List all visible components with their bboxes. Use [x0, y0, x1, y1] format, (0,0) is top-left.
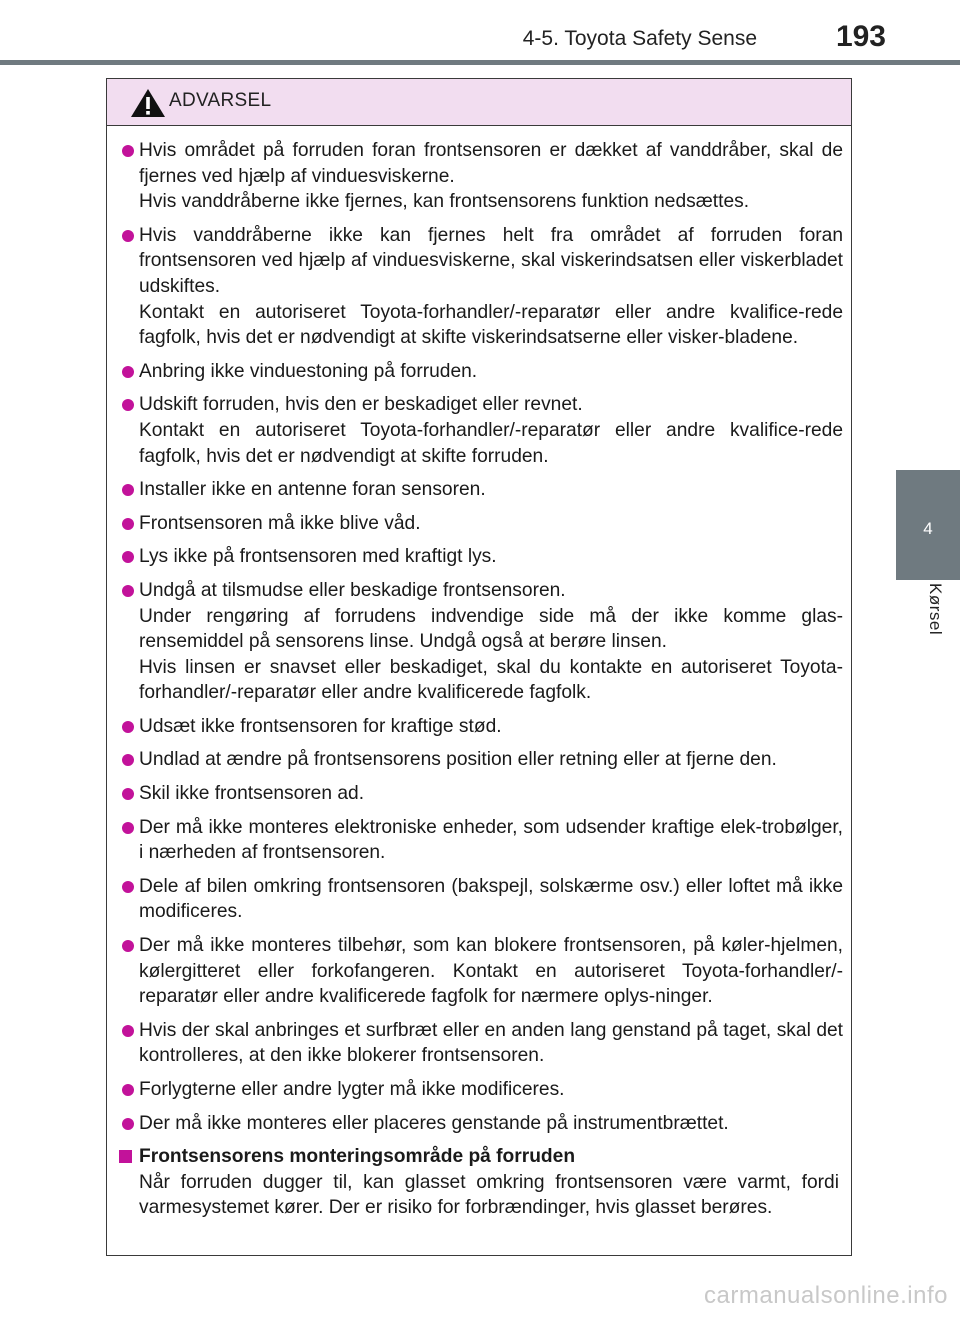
item-paragraph: Hvis der skal anbringes et surfbræt eller en anden lang genstand på taget, skal det kontrolleres, at den ikke blokerer frontsensoren. — [139, 1019, 843, 1067]
subsection-title-text: Frontsensorens monteringsområde på forruden — [139, 1146, 576, 1168]
item-paragraph: Kontakt en autoriseret Toyota-forhandler/-reparatør eller andre kvalifice-rede fagfolk, hvis det er nødvendigt at skifte forruden. — [139, 419, 843, 467]
warning-list-item — [121, 138, 843, 215]
warning-list-item — [121, 544, 843, 570]
chapter-number: 4 — [923, 519, 933, 538]
item-paragraph: Der må ikke monteres eller placeres genstande på instrumentbrættet. — [139, 1112, 729, 1134]
circle-bullet-icon — [122, 1084, 134, 1096]
circle-bullet-icon — [122, 518, 134, 530]
item-paragraph: Lys ikke på frontsensoren med kraftigt lys. — [139, 546, 497, 568]
warning-list-item — [121, 223, 843, 351]
item-paragraph: Hvis området på forruden foran frontsensoren er dækket af vanddråber, skal de fjernes ved hjælp af vinduesviskerne. — [139, 140, 843, 187]
warning-list-item — [121, 747, 843, 773]
item-paragraph: Hvis linsen er snavset eller beskadiget, skal du kontakte en autoriseret Toyota-forhandler/-reparatør eller andre kvalificerede fagfolk. — [139, 656, 843, 704]
item-paragraph: Kontakt en autoriseret Toyota-forhandler/-reparatør eller andre kvalifice-rede fagfolk, hvis det er nødvendigt at skifte viskerindsatserne eller visker-bladene. — [139, 301, 843, 349]
warning-list-item — [121, 781, 843, 807]
subsection-title — [121, 1144, 843, 1170]
warning-list-item — [121, 578, 843, 706]
circle-bullet-icon — [122, 145, 134, 157]
warning-title: ADVARSEL — [169, 90, 272, 111]
watermark: carmanualsonline.info — [704, 1282, 948, 1309]
circle-bullet-icon — [122, 484, 134, 496]
item-paragraph: Forlygterne eller andre lygter må ikke modificeres. — [139, 1079, 565, 1100]
item-paragraph: Frontsensoren må ikke blive våd. — [139, 512, 421, 534]
circle-bullet-icon — [122, 230, 134, 242]
circle-bullet-icon — [122, 1118, 134, 1130]
circle-bullet-icon — [122, 1025, 134, 1037]
warning-list-item — [121, 714, 843, 740]
warning-list-item — [121, 359, 843, 385]
warning-box — [106, 78, 852, 1256]
square-bullet-icon — [119, 1150, 132, 1163]
warning-list-item — [121, 392, 843, 469]
circle-bullet-icon — [122, 366, 134, 378]
subsection-paragraph: Når forruden dugger til, kan glasset omkring frontsensoren være varmt, fordi varmesystemet kører. Der er risiko for forbrændinger, hvis glasset berøres. — [139, 1171, 839, 1219]
circle-bullet-icon — [122, 754, 134, 766]
item-paragraph: Udskift forruden, hvis den er beskadiget eller revnet. — [139, 394, 583, 416]
warning-list-item — [121, 933, 843, 1010]
subsection-text — [121, 1170, 843, 1221]
warning-list-item — [121, 511, 843, 537]
item-paragraph: Undlad at ændre på frontsensorens position eller retning eller at fjerne den. — [139, 749, 777, 771]
subsection — [121, 1144, 843, 1221]
chapter-label: Kørsel — [926, 583, 945, 636]
warning-list-item — [121, 477, 843, 503]
item-paragraph: Dele af bilen omkring frontsensoren (bakspejl, solskærme osv.) eller loftet må ikke modificeres. — [139, 875, 843, 923]
circle-bullet-icon — [122, 940, 134, 952]
warning-list-item — [121, 1077, 843, 1103]
item-paragraph: Under rengøring af forrudens indvendige side må der ikke komme glas-rensemiddel på sensorens linse. Undgå også at berøre linsen. — [139, 605, 843, 653]
circle-bullet-icon — [122, 721, 134, 733]
item-paragraph: Hvis vanddråberne ikke kan fjernes helt fra området af forruden foran frontsensoren ved hjælp af vinduesviskerne, skal viskerindsatsen eller viskerbladet udskiftes. — [139, 224, 843, 297]
item-paragraph: Udsæt ikke frontsensoren for kraftige stød. — [139, 715, 502, 737]
circle-bullet-icon — [122, 551, 134, 563]
circle-bullet-icon — [122, 822, 134, 834]
warning-list-item — [121, 1018, 843, 1069]
header-rule — [0, 60, 960, 65]
circle-bullet-icon — [122, 399, 134, 411]
item-paragraph: Anbring ikke vinduestoning på forruden. — [139, 360, 478, 382]
item-paragraph: Installer ikke en antenne foran sensoren. — [139, 479, 486, 501]
warning-list-item — [121, 815, 843, 866]
circle-bullet-icon — [122, 881, 134, 893]
item-paragraph: Skil ikke frontsensoren ad. — [139, 783, 365, 805]
circle-bullet-icon — [122, 585, 134, 597]
page-header — [0, 0, 960, 64]
page-number: 193 — [835, 20, 886, 53]
warning-list-item — [121, 874, 843, 925]
item-paragraph: Hvis vanddråberne ikke fjernes, kan frontsensorens funktion nedsættes. — [139, 191, 750, 213]
chapter-tab[interactable] — [896, 470, 960, 580]
warning-triangle-icon — [130, 88, 166, 118]
item-paragraph: Der må ikke monteres elektroniske enheder, som udsender kraftige elek-trobølger, i nærheden af frontsensoren. — [139, 816, 843, 864]
warning-header — [107, 79, 851, 126]
warning-list-item — [121, 1111, 843, 1137]
section-title: 4-5. Toyota Safety Sense — [522, 27, 757, 50]
item-paragraph: Der må ikke monteres tilbehør, som kan blokere frontsensoren, på køler-hjelmen, kølergitteret eller forkofangeren. Kontakt en autoriseret Toyota-forhandler/-reparatør eller andre kvalificerede fagfolk for nærmere oplys-ninger. — [139, 935, 843, 1008]
item-paragraph: Undgå at tilsmudse eller beskadige frontsensoren. — [139, 579, 566, 601]
circle-bullet-icon — [122, 788, 134, 800]
warning-items — [107, 126, 851, 1221]
